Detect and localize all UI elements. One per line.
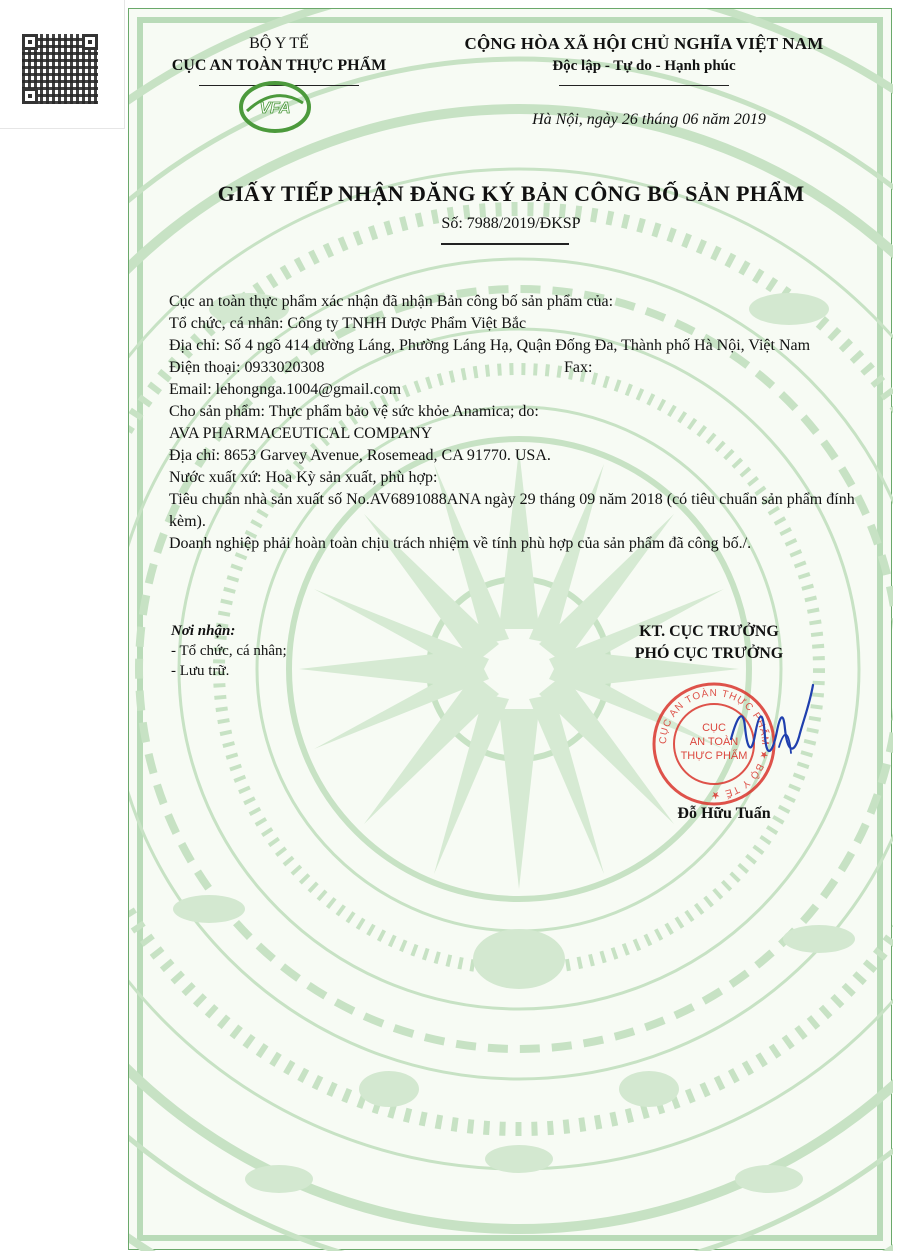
document-title: GIẤY TIẾP NHẬN ĐĂNG KÝ BẢN CÔNG BỐ SẢN PHẨM [217,181,805,206]
manufacturer-address-line: Địa chỉ: 8653 Garvey Avenue, Rosemead, CA 91770. USA. [169,447,551,464]
issuing-agency-header [159,33,399,77]
title-divider [441,243,569,245]
fax-text: Fax: [564,359,593,376]
registration-number: Số: 7988/2019/ĐKSP [441,215,581,232]
origin-line: Nước xuất xứ: Hoa Kỳ sản xuất, phù hợp: [169,469,438,486]
issue-date: Hà Nội, ngày 26 tháng 06 năm 2019 [532,111,766,128]
seal-center-line2: AN TOÀN [689,736,739,748]
seal-ring-text: CỤC AN TOÀN THỰC PHẨM ★ BỘ Y TẾ ★ [657,687,771,801]
intro-line: Cục an toàn thực phẩm xác nhận đã nhận Bản công bố sản phẩm của: [169,293,614,310]
certificate-body [169,291,869,555]
country-name: CỘNG HÒA XÃ HỘI CHỦ NGHĨA VIỆT NAM [464,34,824,53]
agency-name: CỤC AN TOÀN THỰC PHẨM [171,57,387,74]
signer-name: Đỗ Hữu Tuấn [677,805,771,822]
qr-code-panel [0,0,125,129]
phone-text: Điện thoại: 0933020308 [169,359,325,376]
ministry-name: BỘ Y TẾ [249,35,309,52]
address-line: Địa chỉ: Số 4 ngõ 414 đường Láng, Phường Láng Hạ, Quận Đống Đa, Thành phố Hà Nội, Việt Nam [169,337,811,354]
contact-line [169,357,869,379]
qr-finder-icon [22,88,38,104]
seal-center-line1: CỤC [702,722,726,734]
logo-text: VFA [259,100,291,117]
recipient-item: - Lưu trữ. [171,663,230,679]
vfa-logo [239,81,311,133]
recipients-block [171,621,287,681]
recipient-item: - Tổ chức, cá nhân; [171,643,287,659]
manufacturer-line: AVA PHARMACEUTICAL COMPANY [169,425,433,442]
recipients-label: Nơi nhận: [171,623,236,639]
certificate-sheet [128,8,892,1250]
standard-line: Tiêu chuẩn nhà sản xuất số No.AV6891088ANA ngày 29 tháng 09 năm 2018 (có tiêu chuẩn sản phẩm đính kèm). [169,491,855,530]
motto-divider [559,85,729,86]
product-line: Cho sản phẩm: Thực phẩm bảo vệ sức khỏe Anamica; do: [169,403,539,420]
qr-finder-icon [82,34,98,50]
signature-title-line1: KT. CỤC TRƯỞNG [639,623,779,640]
signature-title [584,621,834,665]
email-line: Email: lehongnga.1004@gmail.com [169,381,402,398]
handwritten-signature-icon [719,677,839,777]
organization-line: Tổ chức, cá nhân: Công ty TNHH Dược Phẩm Việt Bắc [169,315,527,332]
qr-code-icon [22,34,98,104]
qr-finder-icon [22,34,38,50]
seal-center-line3: THỰC PHẨM [680,750,748,762]
responsibility-line: Doanh nghiệp phải hoàn toàn chịu trách nhiệm về tính phù hợp của sản phẩm đã công bố./. [169,535,752,552]
national-motto: Độc lập - Tự do - Hạnh phúc [552,58,736,74]
national-header [429,33,859,77]
signature-title-line2: PHÓ CỤC TRƯỞNG [634,645,784,662]
